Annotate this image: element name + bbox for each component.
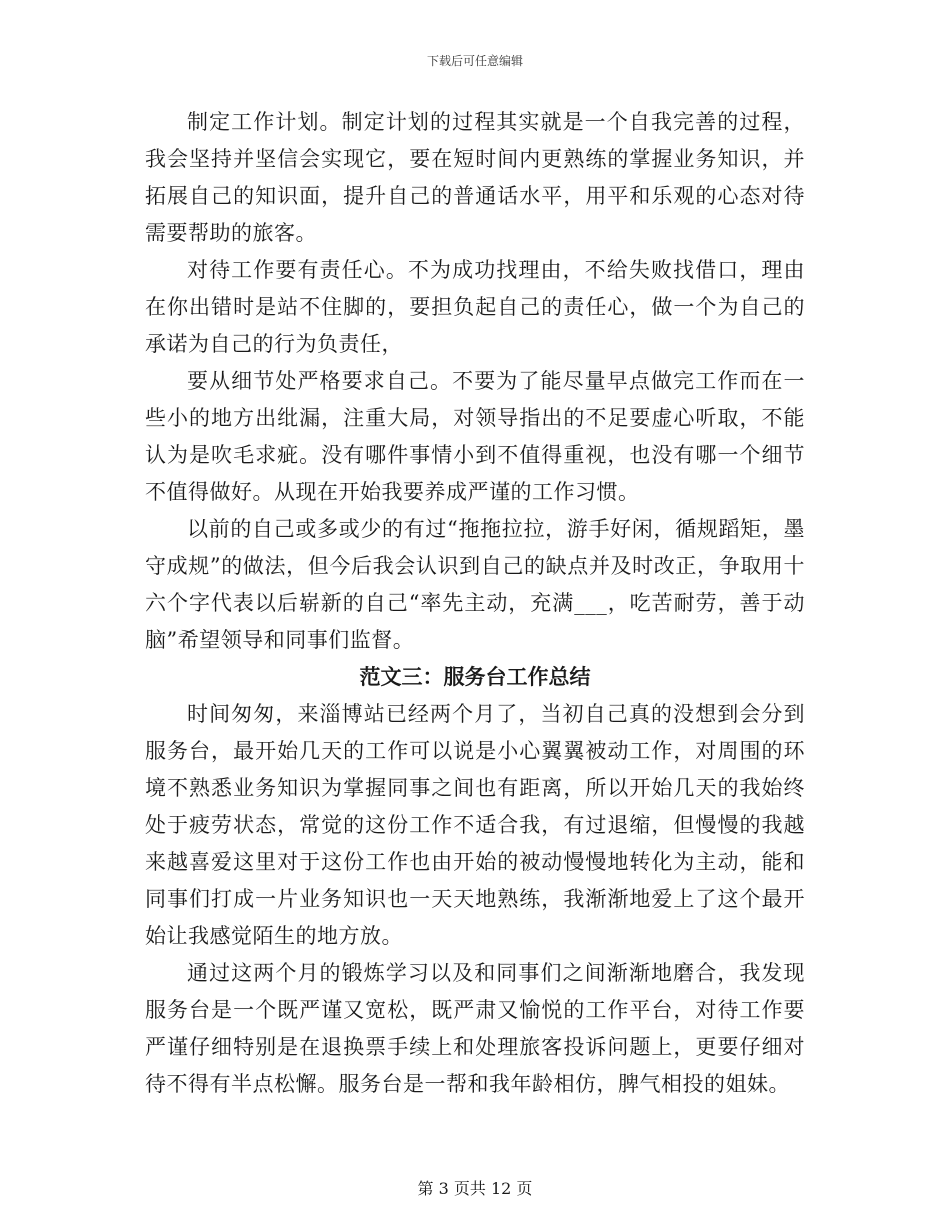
page-number: 第 3 页共 12 页 <box>417 1179 533 1198</box>
document-body <box>145 104 805 1103</box>
paragraph-service-desk: 通过这两个月的锻炼学习以及和同事们之间渐渐地磨合，我发现服务台是一个既严谨又宽松，既严肃又愉悦的工作平台，对待工作要严谨仔细特别是在退换票手续上和处理旅客投诉问题上，更要仔细对待不得有半点松懈。服务台是一帮和我年龄相仿，脾气相投的姐妹。 <box>145 961 805 1096</box>
paragraph-details: 要从细节处严格要求自己。不要为了能尽量早点做完工作而在一些小的地方出纰漏，注重大局，对领导指出的不足要虚心听取，不能认为是吹毛求疵。没有哪件事情小到不值得重视，也没有哪一个细节不值得做好。从现在开始我要养成严谨的工作习惯。 <box>145 369 805 504</box>
page-header: 下载后可任意编辑 <box>426 54 523 68</box>
paragraph-work-plan: 制定工作计划。制定计划的过程其实就是一个自我完善的过程，我会坚持并坚信会实现它，要在短时间内更熟练的掌握业务知识，并拓展自己的知识面，提升自己的普通话水平，用平和乐观的心态对待需要帮助的旅客。 <box>145 110 805 245</box>
paragraph-two-months: 时间匆匆，来淄博站已经两个月了，当初自己真的没想到会分到服务台，最开始几天的工作可以说是小心翼翼被动工作，对周围的环境不熟悉业务知识为掌握同事之间也有距离，所以开始几天的我始终处于疲劳状态，常觉的这份工作不适合我，有过退缩，但慢慢的我越来越喜爱这里对于这份工作也由开始的被动慢慢地转化为主动，能和同事们打成一片业务知识也一天天地熟练，我渐渐地爱上了这个最开始让我感觉陌生的地方放。 <box>145 702 805 948</box>
paragraph-self-improvement: 以前的自己或多或少的有过“拖拖拉拉，游手好闲，循规蹈矩，墨守成规”的做法，但今后我会认识到自己的缺点并及时改正，争取用十六个字代表以后崭新的自己“率先主动，充满___，吃苦耐劳，善于动脑”希望领导和同事们监督。 <box>145 517 805 652</box>
section-heading: 范文三：服务台工作总结 <box>359 665 591 689</box>
paragraph-responsibility: 对待工作要有责任心。不为成功找理由，不给失败找借口，理由在你出错时是站不住脚的，要担负起自己的责任心，做一个为自己的承诺为自己的行为负责任， <box>145 258 805 356</box>
